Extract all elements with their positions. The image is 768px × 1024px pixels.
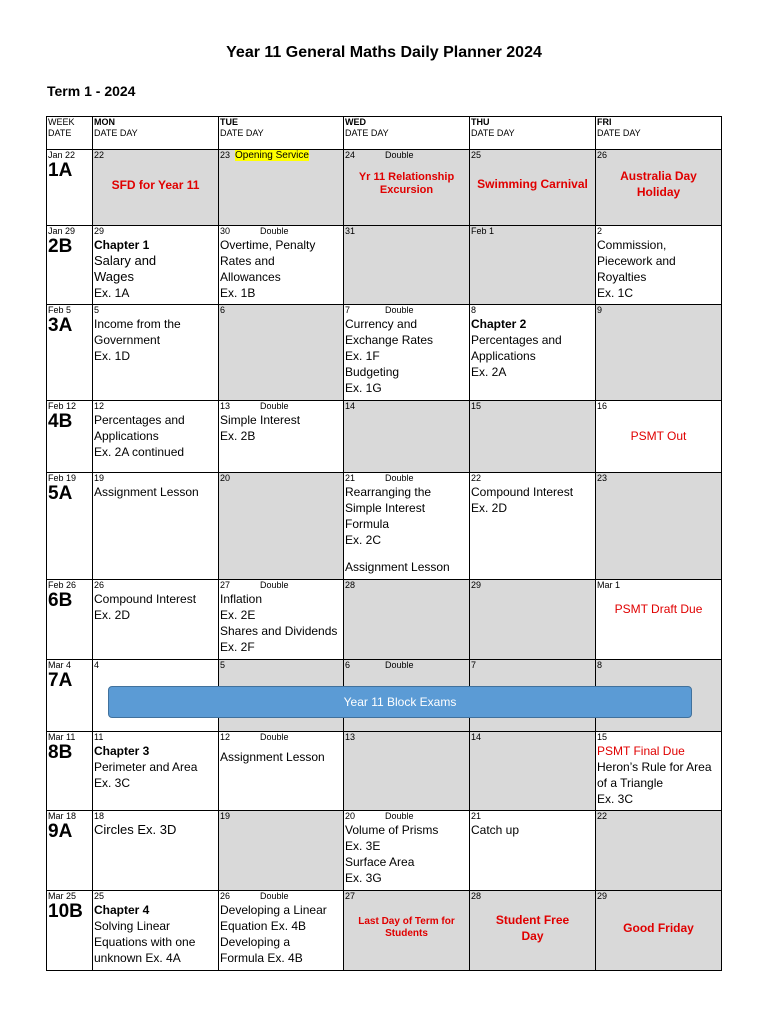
- table-row: [47, 401, 722, 473]
- day-cell: 6 Double: [344, 660, 470, 732]
- day-cell: 23 Opening Service: [219, 150, 344, 226]
- week-cell: Feb 5 3A: [47, 305, 93, 401]
- day-cell: 26 Compound Interest Ex. 2D: [93, 580, 219, 660]
- day-cell: 12 Percentages and Applications Ex. 2A continued: [93, 401, 219, 473]
- day-cell: 18 Circles Ex. 3D: [93, 811, 219, 891]
- week-cell: Jan 29 2B: [47, 226, 93, 305]
- week-cell: Mar 25 10B: [47, 891, 93, 971]
- table-row: [47, 150, 722, 226]
- day-cell: 23: [596, 473, 722, 580]
- week-cell: Mar 4 7A: [47, 660, 93, 732]
- week-cell: Feb 19 5A: [47, 473, 93, 580]
- day-cell: 14: [470, 732, 596, 811]
- day-cell: 27 Double Inflation Ex. 2E Shares and Dividends Ex. 2F: [219, 580, 344, 660]
- header-row: [47, 117, 722, 150]
- day-cell: 13 Double Simple Interest Ex. 2B: [219, 401, 344, 473]
- table-row: [47, 580, 722, 660]
- planner-table: [46, 116, 722, 971]
- week-cell: Jan 22 1A: [47, 150, 93, 226]
- day-cell: 7: [470, 660, 596, 732]
- day-cell: 27 Last Day of Term for Students: [344, 891, 470, 971]
- day-cell: 6: [219, 305, 344, 401]
- day-cell: 8 Chapter 2 Percentages and Applications Ex. 2A: [470, 305, 596, 401]
- day-cell: 5: [219, 660, 344, 732]
- day-cell: 19 Assignment Lesson: [93, 473, 219, 580]
- term-label: Term 1 - 2024: [47, 83, 136, 99]
- day-cell: 15 PSMT Final Due Heron’s Rule for Area of a Triangle Ex. 3C: [596, 732, 722, 811]
- header-tue: TUE DATE DAY: [219, 117, 344, 150]
- day-cell: 28 Student Free Day: [470, 891, 596, 971]
- day-cell: 7 Double Currency and Exchange Rates Ex. 1F Budgeting Ex. 1G: [344, 305, 470, 401]
- day-cell: 26 Australia Day Holiday: [596, 150, 722, 226]
- day-cell: 20: [219, 473, 344, 580]
- day-cell: 12 Double Assignment Lesson: [219, 732, 344, 811]
- day-cell: 8: [596, 660, 722, 732]
- day-cell: 15: [470, 401, 596, 473]
- week-cell: Feb 26 6B: [47, 580, 93, 660]
- day-cell: 16 PSMT Out: [596, 401, 722, 473]
- day-cell: 30 Double Overtime, Penalty Rates and Allowances Ex. 1B: [219, 226, 344, 305]
- day-cell: Mar 1 PSMT Draft Due: [596, 580, 722, 660]
- day-cell: 2 Commission, Piecework and Royalties Ex. 1C: [596, 226, 722, 305]
- day-cell: 5 Income from the Government Ex. 1D: [93, 305, 219, 401]
- table-row: [47, 226, 722, 305]
- day-cell: 21 Double Rearranging the Simple Interest Formula Ex. 2C Assignment Lesson: [344, 473, 470, 580]
- header-thu: THU DATE DAY: [470, 117, 596, 150]
- day-cell: 29 Good Friday: [596, 891, 722, 971]
- block-exams-banner: Year 11 Block Exams: [108, 686, 692, 718]
- week-cell: Feb 12 4B: [47, 401, 93, 473]
- day-cell: 11 Chapter 3 Perimeter and Area Ex. 3C: [93, 732, 219, 811]
- header-week: WEEK DATE: [47, 117, 93, 150]
- day-cell: 24 Double Yr 11 Relationship Excursion: [344, 150, 470, 226]
- day-cell: 22 Compound Interest Ex. 2D: [470, 473, 596, 580]
- day-cell: 14: [344, 401, 470, 473]
- day-cell: 28: [344, 580, 470, 660]
- day-cell: 29 Chapter 1 Salary and Wages Ex. 1A: [93, 226, 219, 305]
- day-cell: 25 Chapter 4 Solving Linear Equations with one unknown Ex. 4A: [93, 891, 219, 971]
- week-cell: Mar 18 9A: [47, 811, 93, 891]
- day-cell: 31: [344, 226, 470, 305]
- day-cell: Feb 1: [470, 226, 596, 305]
- day-cell: 26 Double Developing a Linear Equation Ex. 4B Developing a Formula Ex. 4B: [219, 891, 344, 971]
- day-cell: 22 SFD for Year 11: [93, 150, 219, 226]
- day-cell: 20 Double Volume of Prisms Ex. 3E Surface Area Ex. 3G: [344, 811, 470, 891]
- day-cell: 4: [93, 660, 219, 732]
- page-title: Year 11 General Maths Daily Planner 2024: [226, 44, 542, 61]
- week-cell: Mar 11 8B: [47, 732, 93, 811]
- header-mon: MON DATE DAY: [93, 117, 219, 150]
- day-cell: 9: [596, 305, 722, 401]
- header-fri: FRI DATE DAY: [596, 117, 722, 150]
- day-cell: 19: [219, 811, 344, 891]
- day-cell: 22: [596, 811, 722, 891]
- day-cell: 13: [344, 732, 470, 811]
- table-row: [47, 811, 722, 891]
- table-row: [47, 732, 722, 811]
- day-cell: 21 Catch up: [470, 811, 596, 891]
- header-wed: WED DATE DAY: [344, 117, 470, 150]
- day-cell: 25 Swimming Carnival: [470, 150, 596, 226]
- highlight-text: Opening Service: [235, 150, 309, 161]
- table-row: [47, 473, 722, 580]
- day-cell: 29: [470, 580, 596, 660]
- table-row: [47, 305, 722, 401]
- table-row: [47, 891, 722, 971]
